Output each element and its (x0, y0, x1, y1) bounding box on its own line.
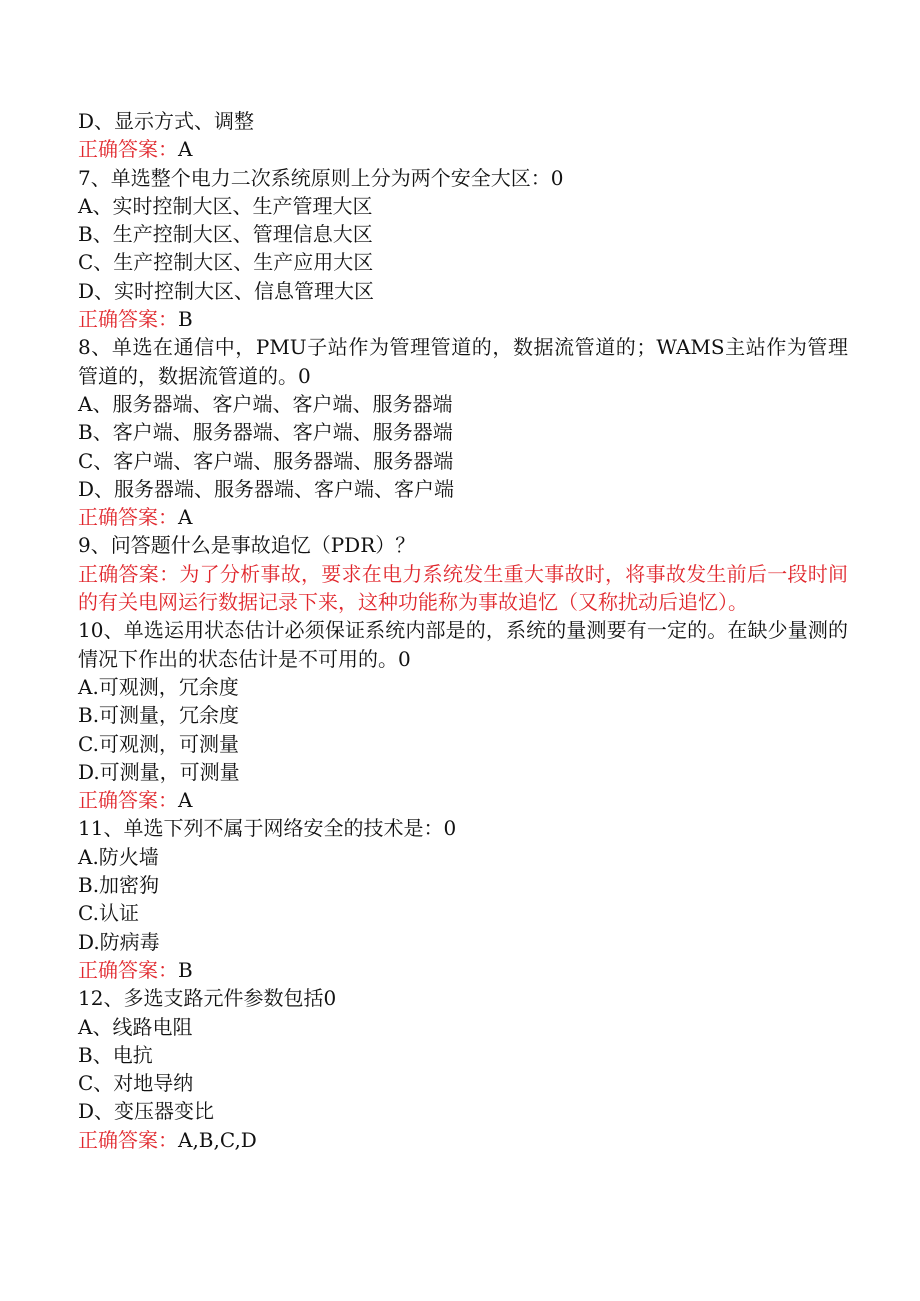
option-line: C.认证 (78, 901, 139, 926)
option-line: D、变压器变比 (78, 1099, 215, 1124)
option-line: A.防火墙 (78, 844, 159, 869)
answer-label: 正确答案： (78, 137, 178, 162)
option-line: A.可观测，冗余度 (78, 674, 239, 699)
option-line: C.可观测，可测量 (78, 731, 239, 756)
option-line: D、实时控制大区、信息管理大区 (78, 278, 375, 303)
answer-line (78, 956, 848, 984)
option-line: B.加密狗 (78, 873, 160, 898)
answer-line (78, 503, 848, 531)
answer-value: A (178, 788, 193, 813)
answer-line (78, 1126, 848, 1154)
answer-paragraph (78, 560, 848, 617)
document-page (78, 107, 848, 1154)
option-line: A、线路电阻 (78, 1014, 193, 1039)
answer-value: A (178, 137, 193, 162)
answer-text: 为了分析事故，要求在电力系统发生重大事故时，将事故发生前后一段时间的有关电网运行数据记录下来，这种功能称为事故追忆（又称扰动后追忆）。 (78, 561, 849, 615)
option-line: B.可测量，冗余度 (78, 703, 240, 728)
answer-label: 正确答案： (78, 1127, 178, 1152)
answer-line (78, 305, 848, 333)
answer-value: B (178, 957, 193, 982)
question-stem: 11、单选下列不属于网络安全的技术是：0 (78, 816, 457, 841)
answer-value: A,B,C,D (178, 1127, 257, 1152)
answer-value: A (178, 505, 193, 530)
question-stem: 9、问答题什么是事故追忆（PDR）？ (78, 533, 416, 558)
question-stem: 7、单选整个电力二次系统原则上分为两个安全大区：0 (78, 165, 564, 190)
option-line: B、生产控制大区、管理信息大区 (78, 222, 373, 247)
option-line: C、客户端、客户端、服务器端、服务器端 (78, 448, 454, 473)
answer-label: 正确答案： (78, 505, 178, 530)
answer-label: 正确答案： (78, 788, 178, 813)
option-line: C、生产控制大区、生产应用大区 (78, 250, 374, 275)
answer-label: 正确答案： (78, 307, 178, 332)
option-line: A、实时控制大区、生产管理大区 (78, 193, 373, 218)
option-line: A、服务器端、客户端、客户端、服务器端 (78, 391, 453, 416)
answer-label: 正确答案： (78, 957, 178, 982)
answer-line (78, 786, 848, 814)
option-line: D、服务器端、服务器端、客户端、客户端 (78, 476, 455, 501)
answer-label: 正确答案： (78, 561, 180, 586)
option-line: C、对地导纳 (78, 1071, 194, 1096)
question-stem: 10、单选运用状态估计必须保证系统内部是的，系统的量测要有一定的。在缺少量测的情况下作出的状态估计是不可用的。0 (78, 618, 848, 671)
question-stem: 8、单选在通信中，PMU子站作为管理管道的，数据流管道的；WAMS主站作为管理管道的，数据流管道的。0 (78, 335, 848, 388)
option-line: D.防病毒 (78, 929, 160, 954)
option-line: B、客户端、服务器端、客户端、服务器端 (78, 420, 453, 445)
question-stem: 12、多选支路元件参数包括0 (78, 986, 337, 1011)
answer-line (78, 135, 848, 163)
option-line: D、显示方式、调整 (78, 109, 255, 133)
option-line: B、电抗 (78, 1042, 153, 1067)
option-line: D.可测量，可测量 (78, 759, 240, 784)
answer-value: B (178, 307, 193, 332)
